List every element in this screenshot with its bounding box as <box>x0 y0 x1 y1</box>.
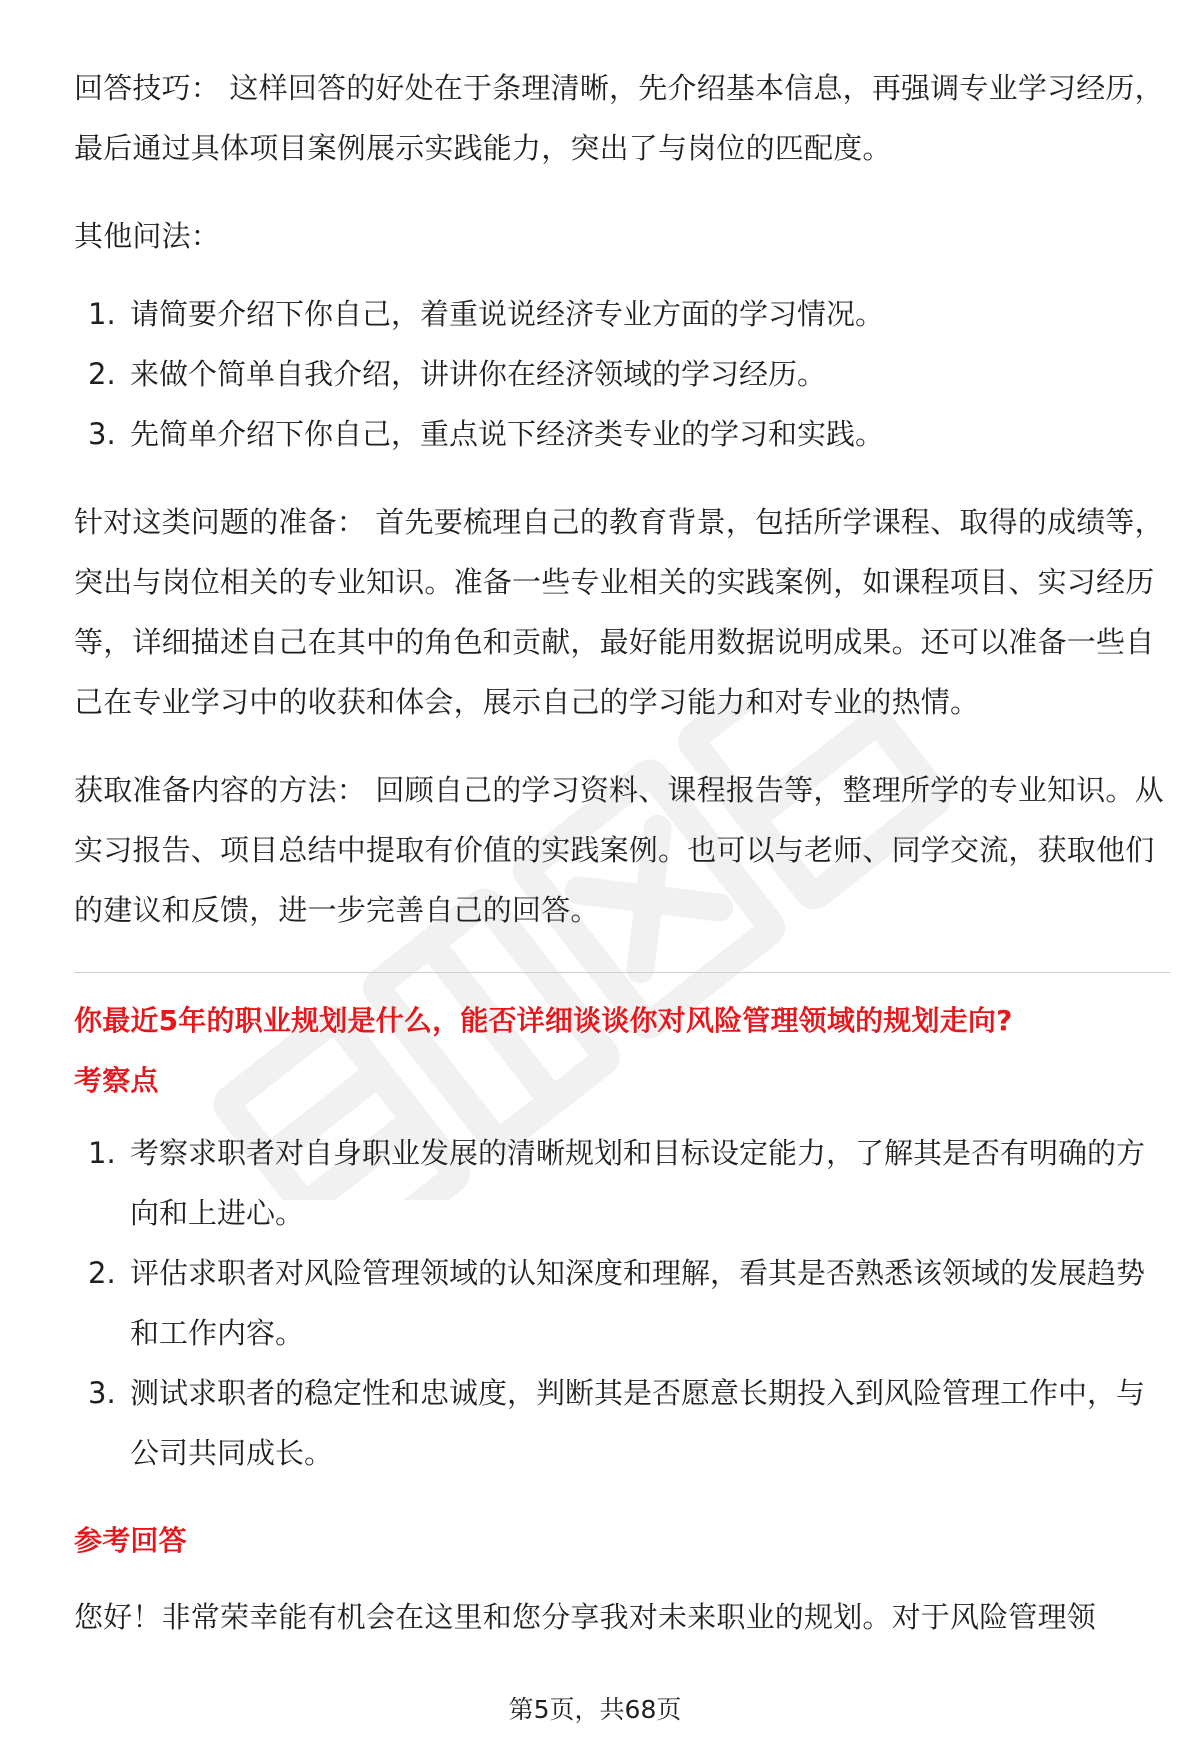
page-content <box>74 58 1170 1647</box>
question-title: 你最近5年的职业规划是什么，能否详细谈谈你对风险管理领域的规划走向? <box>74 1004 1013 1037</box>
preparation-paragraph: 针对这类问题的准备： 首先要梳理自己的教育背景，包括所学课程、取得的成绩等，突出与岗位相关的专业知识。准备一些专业相关的实践案例，如课程项目、实习经历等，详细描述自己在其中的角色和贡献，最好能用数据说明成果。还可以准备一些自己在专业学习中的收获和体会，展示自己的学习能力和对专业的热情。 <box>74 505 1164 719</box>
list-number: 1. <box>88 1136 116 1170</box>
assessment-points-heading: 考察点 <box>74 1064 159 1097</box>
other-phrasings-list <box>74 284 1170 464</box>
list-item-text: 来做个简单自我介绍，讲讲你在经济领域的学习经历。 <box>130 357 827 391</box>
list-item-text: 测试求职者的稳定性和忠诚度，判断其是否愿意长期投入到风险管理工作中，与公司共同成长。 <box>130 1376 1146 1470</box>
list-item <box>74 1363 1170 1483</box>
list-item <box>74 1243 1170 1363</box>
list-item <box>74 344 1170 404</box>
reference-answer-heading: 参考回答 <box>74 1524 187 1557</box>
list-number: 3. <box>88 1376 116 1410</box>
page-number-footer: 第5页，共68页 <box>508 1695 682 1724</box>
list-number: 3. <box>88 417 116 451</box>
list-number: 2. <box>88 357 116 391</box>
list-item <box>74 284 1170 344</box>
reference-answer-paragraph: 您好！非常荣幸能有机会在这里和您分享我对未来职业的规划。对于风险管理领 <box>74 1600 1097 1634</box>
list-number: 1. <box>88 297 116 331</box>
list-number: 2. <box>88 1256 116 1290</box>
list-item-text: 先简单介绍下你自己，重点说下经济类专业的学习和实践。 <box>130 417 885 451</box>
list-item <box>74 1123 1170 1243</box>
assessment-points-list <box>74 1123 1170 1483</box>
list-item-text: 评估求职者对风险管理领域的认知深度和理解，看其是否熟悉该领域的发展趋势和工作内容。 <box>130 1256 1146 1350</box>
list-item-text: 考察求职者对自身职业发展的清晰规划和目标设定能力，了解其是否有明确的方向和上进心。 <box>130 1136 1146 1230</box>
method-paragraph: 获取准备内容的方法： 回顾自己的学习资料、课程报告等，整理所学的专业知识。从实习报告、项目总结中提取有价值的实践案例。也可以与老师、同学交流，获取他们的建议和反馈，进一步完善自己的回答。 <box>74 773 1164 927</box>
list-item-text: 请简要介绍下你自己，着重说说经济专业方面的学习情况。 <box>130 297 885 331</box>
answer-tip-paragraph: 回答技巧： 这样回答的好处在于条理清晰，先介绍基本信息，再强调专业学习经历，最后通过具体项目案例展示实践能力，突出了与岗位的匹配度。 <box>74 71 1164 165</box>
other-phrasings-heading: 其他问法： <box>74 219 221 253</box>
list-item <box>74 404 1170 464</box>
section-divider <box>74 972 1170 973</box>
